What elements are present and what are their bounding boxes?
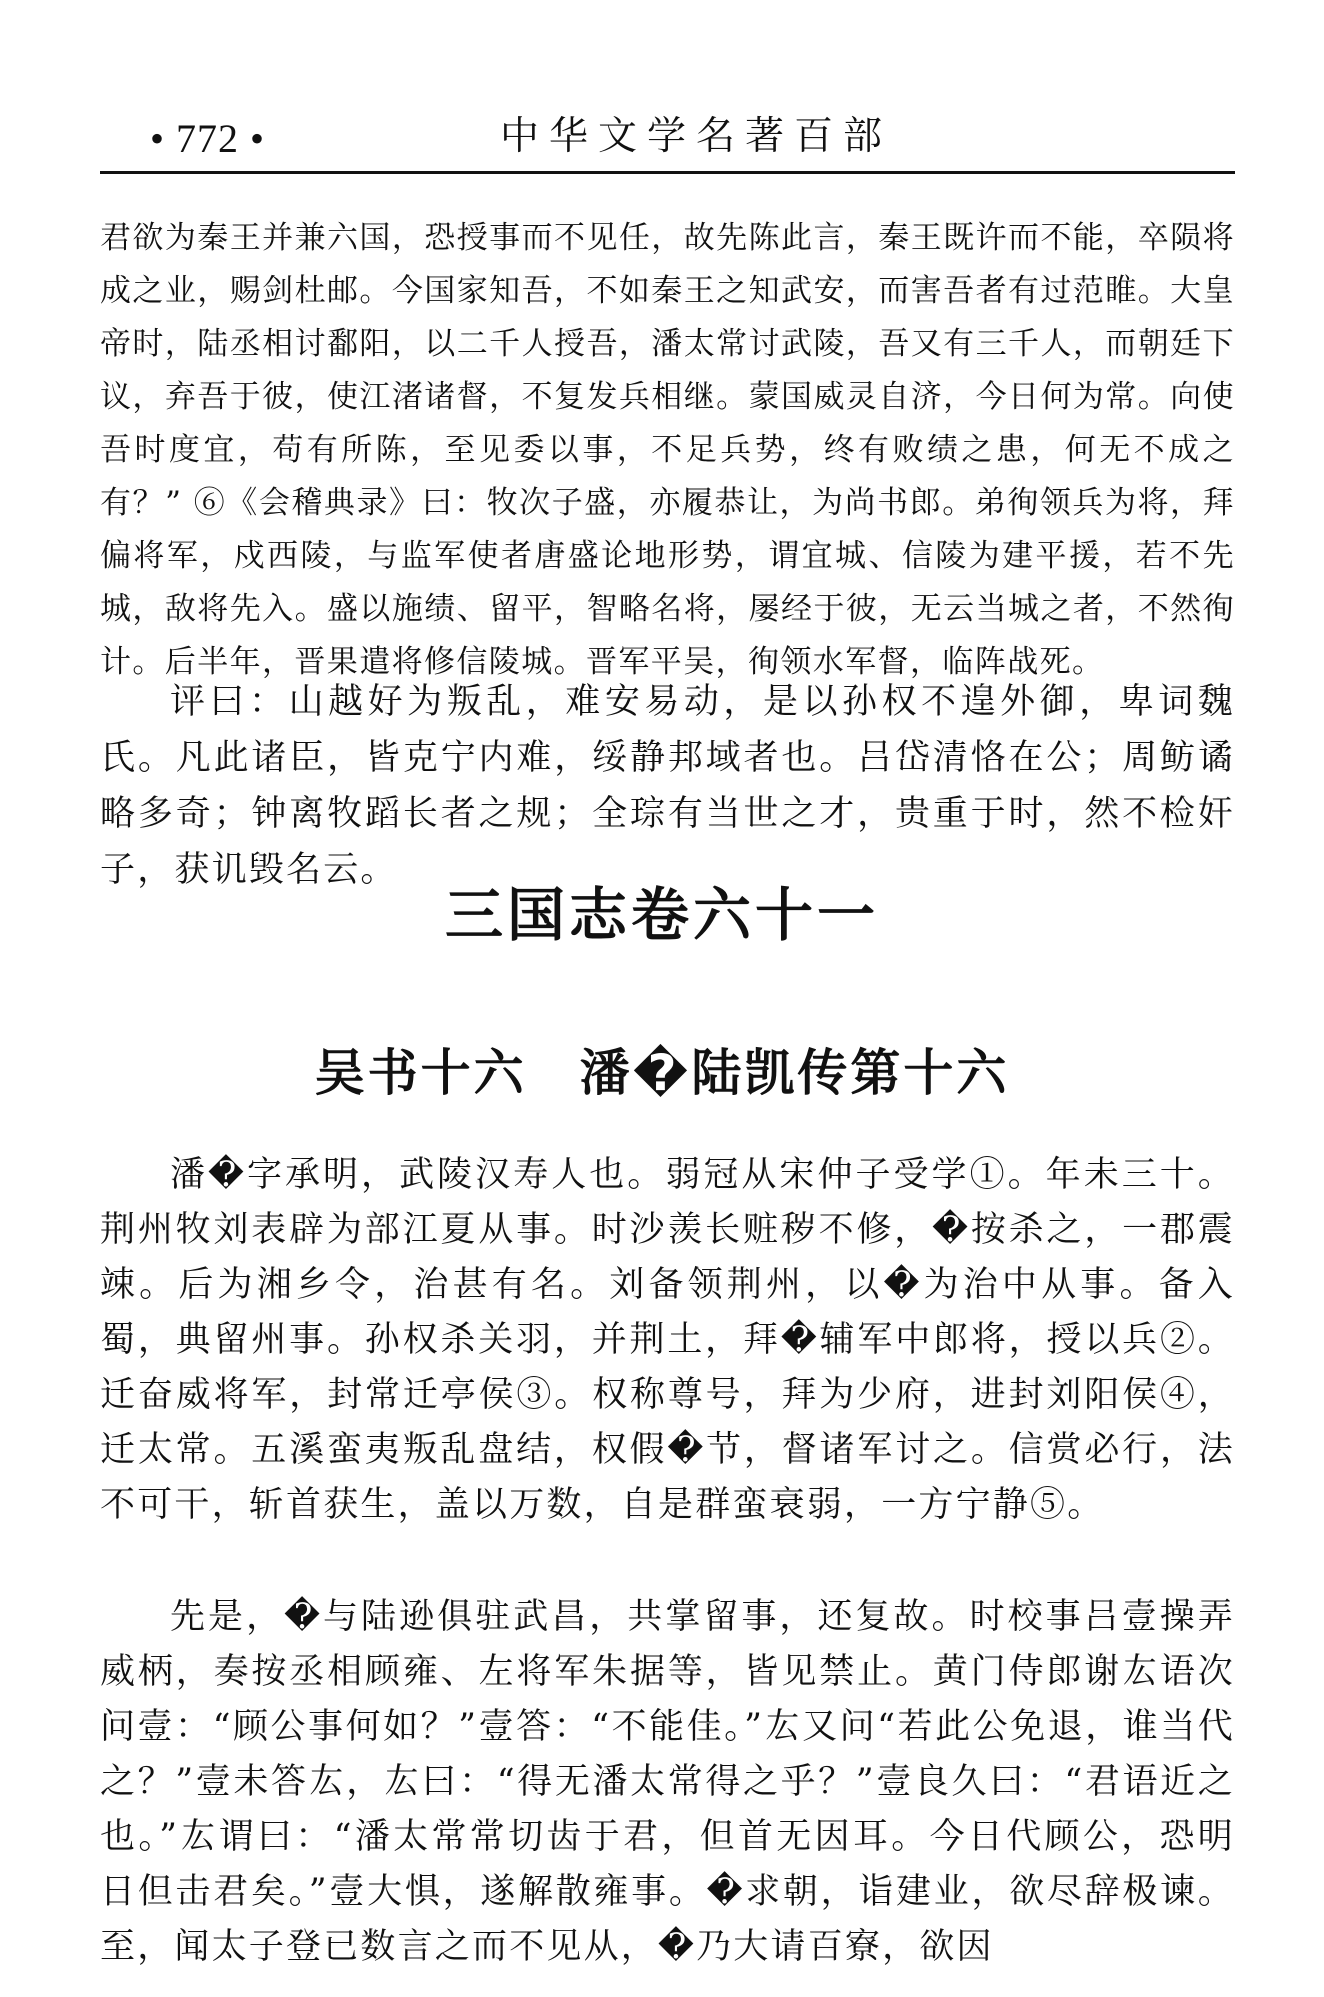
annotation-text: 君欲为秦王并兼六国，恐授事而不见任，故先陈此言，秦王既许而不能，卒陨将成之业，赐剑杜邮。今国家知吾，不如秦王之知武安，而害吾者有过范睢。大皇帝时，陆丞相讨鄱阳，以二千人授吾，潘太常讨武陵，吾又有三千人，而朝廷下议，弃吾于彼，使江渚诸督，不复发兵相继。蒙国威灵自济，今日何为常。向使吾时度宜，苟有所陈，至见委以事，不足兵势，终有败绩之患，何无不成之有？” ⑥《会稽典录》曰：牧次子盛，亦履恭让，为尚书郎。弟徇领兵为将，拜偏将军，戍西陵，与监军使者唐盛论地形势，谓宜城、信陵为建平援，若不先城，敌将先入。盛以施绩、留平，智略名将，屡经于彼，无云当城之者，不然徇计。后半年，晋果遣将修信陵城。晋军平吴，徇领水军督，临阵战死。: [100, 220, 1235, 680]
running-title: 中华文学名著百部: [500, 114, 893, 159]
page-number: • 772 •: [150, 116, 266, 161]
body-paragraph: 先是，�与陆逊俱驻武昌，共掌留事，还复故。时校事吕壹操弄威柄，奏按丞相顾雍、左将军朱据等，皆见禁止。黄门侍郎谢厷语次问壹：“顾公事何如？”壹答：“不能佳。”厷又问“若此公免退，谁当代之？”壹未答厷，厷曰：“得无潘太常得之乎？”壹良久曰：“君语近之也。”厷谓曰：“潘太常常切齿于君，但首无因耳。今日代顾公，恐明日但击君矣。”壹大惧，遂解散雍事。�求朝，诣建业，欲尽辞极谏。至，闻太子登已数言之而不见从，�乃大请百寮，欲因: [100, 1597, 1235, 1967]
volume-title: 三国志卷六十一: [444, 881, 879, 949]
header-rule: [100, 171, 1235, 174]
page-header: [100, 110, 1235, 170]
commentary-paragraph: 评曰：山越好为叛乱，难安易动，是以孙权不遑外御，卑词魏氏。凡此诸臣，皆克宁内难，绥静邦域者也。吕岱清恪在公；周鲂谲略多奇；钟离牧蹈长者之规；全琮有当世之才，贵重于时，然不检奸子，获讥毁名云。: [100, 682, 1235, 890]
chapter-title: 吴书十六 潘�陆凯传第十六: [314, 1044, 1010, 1102]
body-paragraph: 潘�字承明，武陵汉寿人也。弱冠从宋仲子受学①。年未三十。荆州牧刘表辟为部江夏从事。时沙羡长赃秽不修，�按杀之，一郡震竦。后为湘乡令，治甚有名。刘备领荆州，以�为治中从事。备入蜀，典留州事。孙权杀关羽，并荆土，拜�辅军中郎将，授以兵②。迁奋威将军，封常迁亭侯③。权称尊号，拜为少府，进封刘阳侯④，迁太常。五溪蛮夷叛乱盘结，权假�节，督诸军讨之。信赏必行，法不可干，斩首获生，盖以万数，自是群蛮衰弱，一方宁静⑤。: [100, 1155, 1235, 1525]
